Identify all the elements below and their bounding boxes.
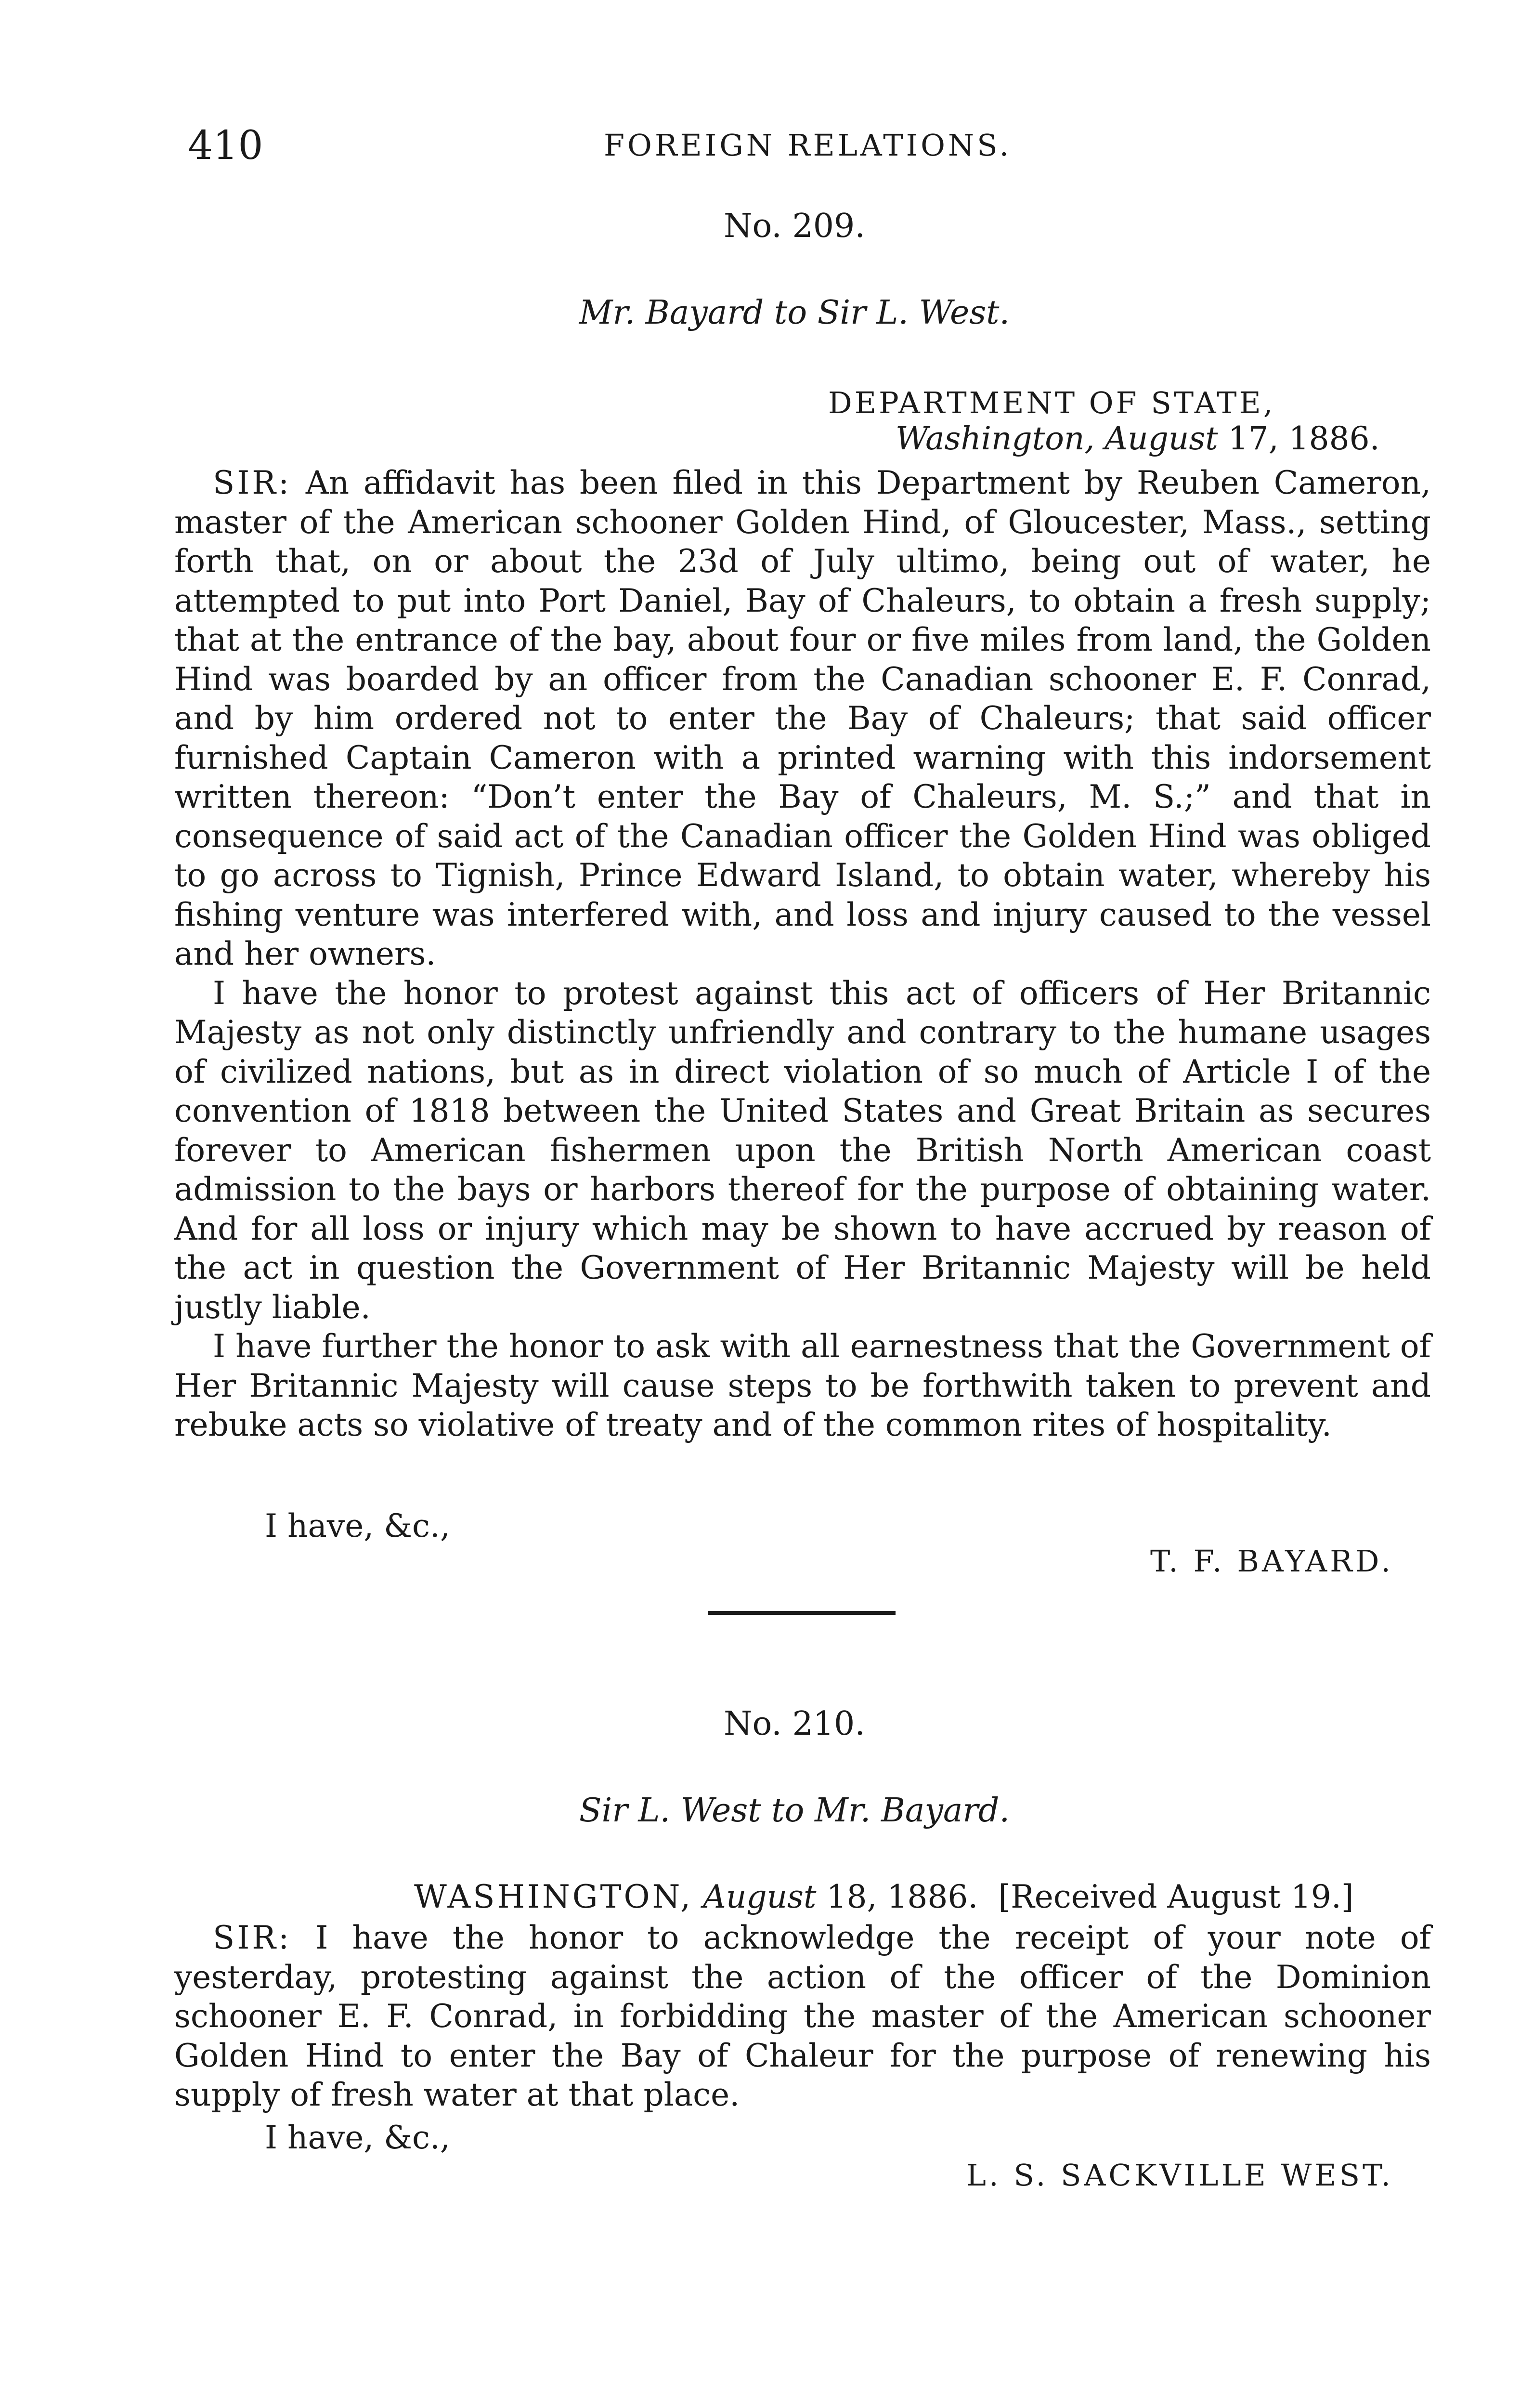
section-divider xyxy=(708,1611,896,1615)
doc1-salutation: SIR: xyxy=(213,464,292,501)
running-head: FOREIGN RELATIONS. xyxy=(604,128,1012,163)
doc1-number: No. 209. xyxy=(724,207,865,245)
doc1-dateline-day-year: 17, 1886. xyxy=(1218,420,1380,457)
doc1-heading: Mr. Bayard to Sir L. West. xyxy=(579,294,1010,332)
doc2-dateline-month: August xyxy=(703,1878,817,1915)
doc2-closing: I have, &c., xyxy=(265,2119,450,2156)
doc1-signature: T. F. BAYARD. xyxy=(1150,1544,1393,1579)
doc2-number: No. 210. xyxy=(724,1705,865,1743)
doc2-received-note: [Received August 19.] xyxy=(998,1878,1354,1915)
doc2-dateline xyxy=(414,1878,1354,1915)
doc2-dateline-place: WASHINGTON, xyxy=(414,1878,693,1915)
doc1-closing: I have, &c., xyxy=(265,1507,450,1544)
doc1-paragraph-1 xyxy=(174,463,1431,974)
doc2-heading: Sir L. West to Mr. Bayard. xyxy=(579,1792,1010,1830)
doc1-dateline-date xyxy=(896,420,1380,457)
doc1-dateline-month: August xyxy=(1104,420,1218,457)
doc2-signature: L. S. SACKVILLE WEST. xyxy=(966,2158,1393,2193)
doc2-dateline-day-year: 18, 1886. xyxy=(816,1878,978,1915)
doc1-dateline-office: DEPARTMENT OF STATE, xyxy=(828,385,1275,420)
doc1-paragraph-2: I have the honor to protest against this act of officers of Her Britannic Majesty as not only distinctly unfriendly and contrary to the humane usages of civilized nations, but as in direct violation of so much of Article I of the convention of 1818 between the United States and Great Britain as secures forever to American fishermen upon the British North American coast admission to the bays or harbors thereof for the purpose of obtaining water. And for all loss or injury which may be shown to have accrued by reason of the act in question the Government of Her Britannic Majesty will be held justly liable. xyxy=(174,974,1431,1326)
doc2-salutation: SIR: xyxy=(213,1919,292,1956)
doc1-paragraph-3: I have further the honor to ask with all earnestness that the Government of Her Britannic Majesty will cause steps to be forthwith taken to prevent and rebuke acts so violative of treaty and of the common rites of hospitality. xyxy=(174,1328,1431,1443)
doc1-dateline-place: Washington, xyxy=(896,420,1095,457)
doc2-paragraph-1-text: I have the honor to acknowledge the receipt of your note of yesterday, protesting against the action of the officer of the Dominion schooner E. F. Conrad, in forbidding the master of the American schooner Golden Hind to enter the Bay of Chaleur for the purpose of renewing his supply of fresh water at that place. xyxy=(174,1919,1431,2113)
doc1-body xyxy=(174,463,1431,1445)
doc2-paragraph-1 xyxy=(174,1918,1431,2115)
page-number: 410 xyxy=(188,123,263,169)
doc2-body xyxy=(174,1918,1431,2115)
doc1-paragraph-1-text: An affidavit has been filed in this Department by Reuben Cameron, master of the American schooner Golden Hind, of Gloucester, Mass., setting forth that, on or about the 23d of July ultimo, being out of water, he attempted to put into Port Daniel, Bay of Chaleurs, to obtain a fresh supply; that at the entrance of the bay, about four or five miles from land, the Golden Hind was boarded by an officer from the Canadian schooner E. F. Conrad, and by him ordered not to enter the Bay of Chaleurs; that said officer furnished Captain Cameron with a printed warning with this indorsement written thereon: “Don’t enter the Bay of Chaleurs, M. S.;” and that in consequence of said act of the Canadian officer the Golden Hind was obliged to go across to Tignish, Prince Edward Island, to obtain water, whereby his fishing venture was interfered with, and loss and injury caused to the vessel and her owners. xyxy=(174,464,1431,972)
